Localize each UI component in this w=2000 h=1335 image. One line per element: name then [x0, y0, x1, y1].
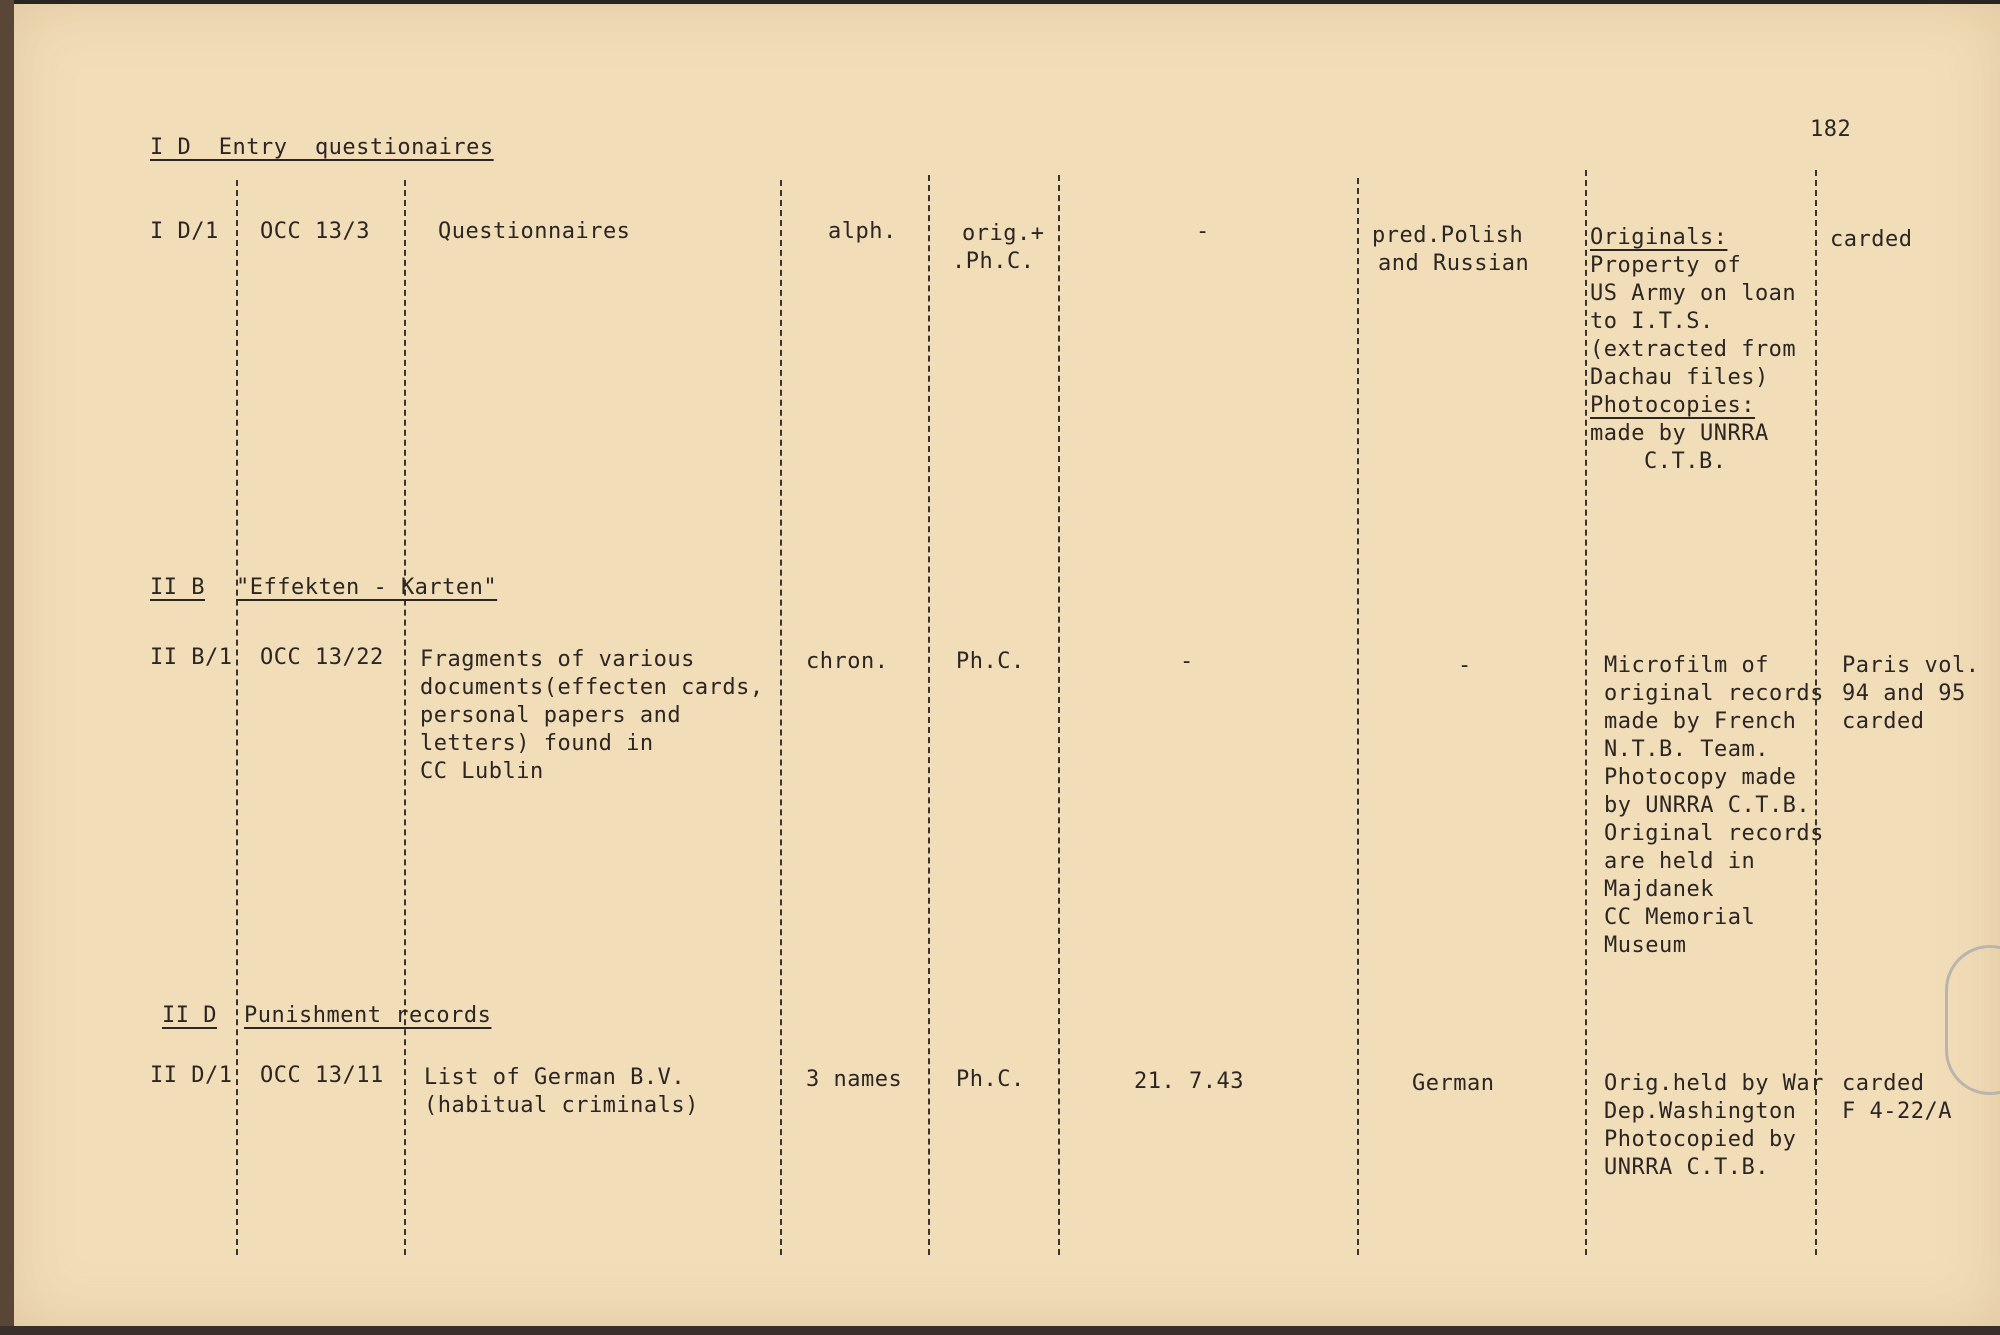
- entry-occ: OCC 13/22: [260, 645, 384, 670]
- column-rule-4: [928, 175, 930, 1255]
- entry-form-line: orig.+: [962, 221, 1045, 246]
- entry-remarks-line: original records: [1604, 681, 1824, 706]
- entry-remarks-line: Dachau files): [1590, 365, 1769, 390]
- page-bottom-edge: [0, 1326, 2000, 1335]
- entry-dash: -: [1196, 219, 1210, 244]
- entry-remarks-line: by UNRRA C.T.B.: [1604, 793, 1811, 818]
- entry-language-line: and Russian: [1378, 251, 1530, 276]
- entry-status-line: carded: [1842, 709, 1925, 734]
- entry-status-line: 94 and 95: [1842, 681, 1966, 706]
- entry-form: Ph.C.: [956, 649, 1025, 674]
- entry-status-line: F 4-22/A: [1842, 1099, 1952, 1124]
- entry-description-line: letters) found in: [420, 731, 654, 756]
- entry-description-line: personal papers and: [420, 703, 682, 728]
- entry-form: Ph.C.: [956, 1067, 1025, 1092]
- entry-status: carded: [1830, 227, 1913, 252]
- page-number: 182: [1810, 117, 1852, 142]
- column-rule-5: [1058, 175, 1060, 1255]
- entry-description-line: CC Lublin: [420, 759, 544, 784]
- entry-remarks-line: Dep.Washington: [1604, 1099, 1797, 1124]
- entry-dash: -: [1180, 649, 1194, 674]
- entry-occ: OCC 13/3: [260, 219, 370, 244]
- entry-remarks-line: C.T.B.: [1644, 449, 1727, 474]
- entry-description-line: (habitual criminals): [424, 1093, 699, 1118]
- entry-remarks-line: CC Memorial: [1604, 905, 1756, 930]
- column-rule-6: [1357, 178, 1359, 1255]
- entry-language-line: pred.Polish: [1372, 223, 1524, 248]
- entry-description-line: documents(effecten cards,: [420, 675, 764, 700]
- entry-remarks-line: Originals:: [1590, 225, 1728, 250]
- entry-dash: -: [1458, 653, 1472, 678]
- section-heading-title: "Effekten - Karten": [236, 575, 498, 600]
- entry-remarks-line: Majdanek: [1604, 877, 1714, 902]
- entry-description-line: Fragments of various: [420, 647, 695, 672]
- entry-remarks-line: to I.T.S.: [1590, 309, 1714, 334]
- entry-status-line: Paris vol.: [1842, 653, 1980, 678]
- entry-remarks-line: Photocopied by: [1604, 1127, 1797, 1152]
- entry-arrangement: chron.: [806, 649, 889, 674]
- paper-clip-icon: [1945, 945, 2000, 1095]
- entry-arrangement: 3 names: [806, 1067, 903, 1092]
- entry-ref: II D/1: [150, 1063, 233, 1088]
- entry-remarks-line: Microfilm of: [1604, 653, 1769, 678]
- entry-language: German: [1412, 1071, 1495, 1096]
- section-heading-id: I D Entry questionaires: [150, 135, 494, 160]
- column-rule-2: [404, 180, 406, 1255]
- entry-remarks-line: (extracted from: [1590, 337, 1797, 362]
- entry-remarks-line: Photocopies:: [1590, 393, 1755, 418]
- entry-date: 21. 7.43: [1134, 1069, 1244, 1094]
- entry-description: Questionnaires: [438, 219, 631, 244]
- entry-remarks-line: Museum: [1604, 933, 1687, 958]
- column-rule-3: [780, 180, 782, 1255]
- column-rule-1: [236, 180, 238, 1255]
- entry-description-line: List of German B.V.: [424, 1065, 686, 1090]
- column-rule-7: [1585, 170, 1587, 1255]
- entry-remarks-line: are held in: [1604, 849, 1756, 874]
- entry-remarks-line: Photocopy made: [1604, 765, 1797, 790]
- entry-remarks-line: Property of: [1590, 253, 1742, 278]
- entry-remarks-line: Orig.held by War: [1604, 1071, 1824, 1096]
- section-heading-code: II B: [150, 575, 205, 600]
- entry-remarks-line: Original records: [1604, 821, 1824, 846]
- entry-ref: I D/1: [150, 219, 219, 244]
- entry-remarks-line: made by UNRRA: [1590, 421, 1769, 446]
- entry-arrangement: alph.: [828, 219, 897, 244]
- entry-remarks-line: UNRRA C.T.B.: [1604, 1155, 1769, 1180]
- entry-status-line: carded: [1842, 1071, 1925, 1096]
- entry-form-line: .Ph.C.: [952, 249, 1035, 274]
- entry-remarks-line: made by French: [1604, 709, 1797, 734]
- entry-remarks-line: US Army on loan: [1590, 281, 1797, 306]
- entry-ref: II B/1: [150, 645, 233, 670]
- entry-remarks-line: N.T.B. Team.: [1604, 737, 1769, 762]
- section-heading-code: II D: [162, 1003, 217, 1028]
- section-heading-title: Punishment records: [244, 1003, 492, 1028]
- entry-occ: OCC 13/11: [260, 1063, 384, 1088]
- binding-spine: [0, 0, 14, 1335]
